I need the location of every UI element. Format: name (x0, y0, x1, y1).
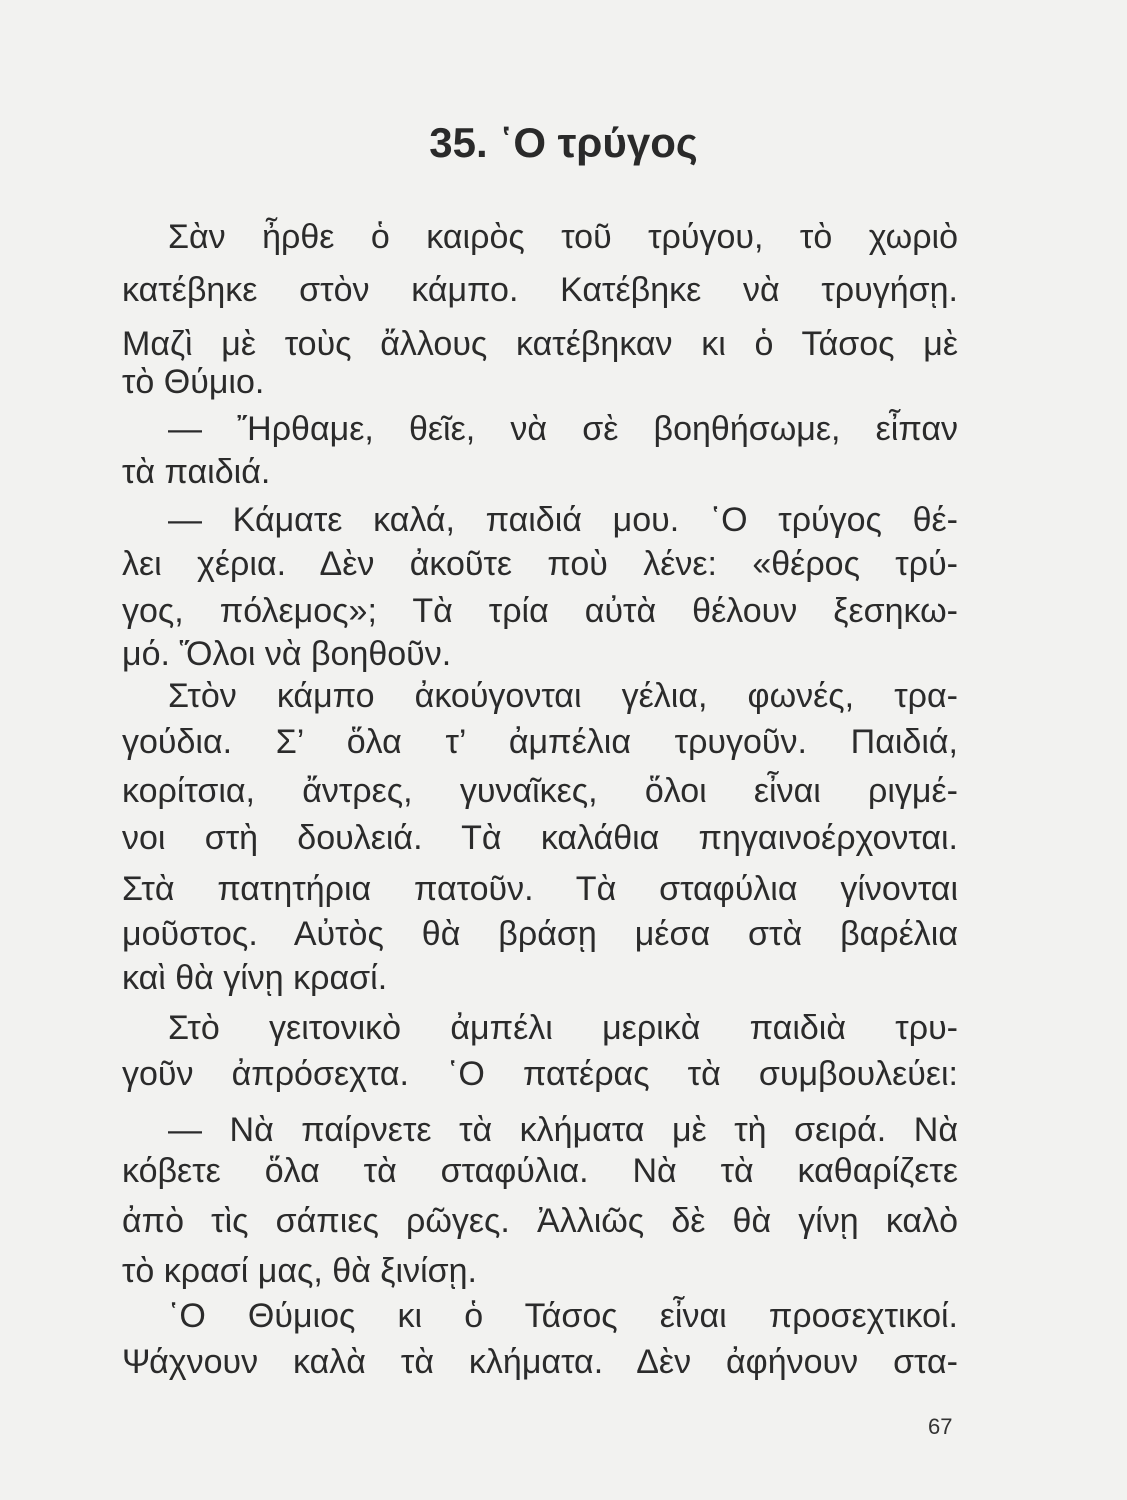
text-line: κατέβηκε στὸν κάμπο. Κατέβηκε νὰ τρυγήσῃ. (122, 271, 958, 309)
text-line: — Κάματε καλά, παιδιά μου. ῾Ο τρύγος θέ- (168, 501, 958, 539)
text-line: ῾Ο Θύμιος κι ὁ Τάσος εἶναι προσεχτικοί. (168, 1297, 958, 1335)
page-number: 67 (928, 1414, 953, 1439)
text-line: κορίτσια, ἄντρες, γυναῖκες, ὅλοι εἶναι ριγμέ- (122, 772, 958, 810)
text-line: μοῦστος. Αὐτὸς θὰ βράσῃ μέσα στὰ βαρέλια (122, 915, 958, 953)
text-line: καὶ θὰ γίνῃ κρασί. (122, 959, 388, 997)
text-line: λει χέρια. Δὲν ἀκοῦτε ποὺ λένε: «θέρος τρύ- (122, 545, 958, 583)
text-line: νοι στὴ δουλειά. Τὰ καλάθια πηγαινοέρχονται. (122, 819, 958, 857)
text-line: τὸ Θύμιο. (122, 363, 265, 401)
text-line: Ψάχνουν καλὰ τὰ κλήματα. Δὲν ἀφήνουν στα- (122, 1343, 958, 1381)
text-line: Στὸν κάμπο ἀκούγονται γέλια, φωνές, τρα- (168, 677, 958, 715)
text-line: Στὸ γειτονικὸ ἀμπέλι μερικὰ παιδιὰ τρυ- (168, 1009, 958, 1047)
text-line: μό. Ὅλοι νὰ βοηθοῦν. (122, 635, 452, 673)
text-line: Στὰ πατητήρια πατοῦν. Τὰ σταφύλια γίνονται (122, 870, 958, 908)
text-line: ἀπὸ τὶς σάπιες ρῶγες. Ἀλλιῶς δὲ θὰ γίνῃ καλὸ (122, 1202, 958, 1240)
chapter-title: 35. ῾Ο τρύγος (429, 119, 698, 166)
text-line: Μαζὶ μὲ τοὺς ἄλλους κατέβηκαν κι ὁ Τάσος μὲ (122, 325, 958, 363)
text-line: — Ἤρθαμε, θεῖε, νὰ σὲ βοηθήσωμε, εἶπαν (168, 410, 958, 448)
text-line: τὰ παιδιά. (122, 453, 271, 491)
text-line: — Νὰ παίρνετε τὰ κλήματα μὲ τὴ σειρά. Νὰ (168, 1111, 958, 1149)
text-line: γος, πόλεμος»; Τὰ τρία αὐτὰ θέλουν ξεσηκω- (122, 592, 958, 630)
text-line: κόβετε ὅλα τὰ σταφύλια. Νὰ τὰ καθαρίζετε (122, 1152, 958, 1190)
text-line: γούδια. Σ’ ὅλα τ’ ἀμπέλια τρυγοῦν. Παιδιά, (122, 723, 958, 761)
text-line: γοῦν ἀπρόσεχτα. ῾Ο πατέρας τὰ συμβουλεύει: (122, 1055, 958, 1093)
text-line: τὸ κρασί μας, θὰ ξινίσῃ. (122, 1252, 477, 1290)
text-line: Σὰν ἦρθε ὁ καιρὸς τοῦ τρύγου, τὸ χωριὸ (168, 218, 958, 256)
